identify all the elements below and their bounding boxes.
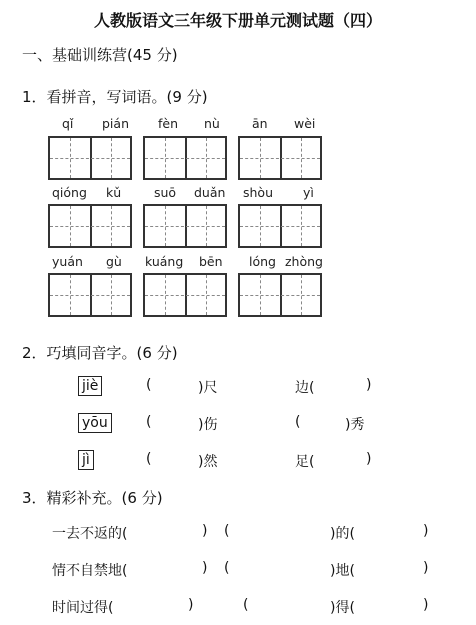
phrase-blank: 情不自禁地( — [52, 563, 128, 579]
pinyin-box: jiè — [78, 376, 102, 396]
pinyin-label: qióng — [52, 185, 87, 200]
character-grid[interactable] — [143, 204, 227, 248]
blank-close: )然 — [198, 454, 218, 470]
pinyin-label: qǐ — [62, 116, 74, 131]
character-grid[interactable] — [238, 136, 322, 180]
phrase-blank: 时间过得( — [52, 600, 114, 616]
character-grid[interactable] — [48, 273, 132, 317]
blank-close: ) — [423, 597, 429, 613]
phrase-blank: )地( — [330, 563, 355, 579]
pinyin-label: gù — [106, 254, 122, 269]
blank-close: ) — [188, 597, 194, 613]
pinyin-label: pián — [102, 116, 129, 131]
pinyin-label: kǔ — [106, 185, 122, 200]
blank-open: 足( — [295, 454, 315, 470]
blank-open: ( — [295, 414, 301, 430]
blank-open: ( — [146, 377, 152, 393]
pinyin-label: zhòng — [285, 254, 323, 269]
pinyin-label: ān — [252, 116, 268, 131]
phrase-blank: )的( — [330, 526, 355, 542]
pinyin-label: yuán — [52, 254, 83, 269]
pinyin-label: nù — [204, 116, 220, 131]
blank-close: )秀 — [345, 417, 365, 433]
blank-close: )尺 — [198, 380, 218, 396]
phrase-blank: )得( — [330, 600, 355, 616]
pinyin-label: fèn — [158, 116, 179, 131]
blank-close: ) — [366, 377, 372, 393]
blank-close: ) — [202, 560, 208, 576]
blank-close: ) — [423, 560, 429, 576]
question-3-label: 3．精彩补充。(6 分) — [22, 489, 163, 507]
blank-open: ( — [146, 414, 152, 430]
character-grid[interactable] — [48, 204, 132, 248]
blank-close: )伤 — [198, 417, 218, 433]
blank-open: ( — [146, 451, 152, 467]
blank-open: ( — [224, 560, 230, 576]
blank-close: ) — [423, 523, 429, 539]
character-grid[interactable] — [238, 204, 322, 248]
blank-close: ) — [202, 523, 208, 539]
character-grid[interactable] — [143, 273, 227, 317]
page-title: 人教版语文三年级下册单元测试题（四） — [93, 11, 382, 30]
character-grid[interactable] — [48, 136, 132, 180]
pinyin-box: yōu — [78, 413, 112, 433]
blank-open: ( — [243, 597, 249, 613]
pinyin-label: yì — [303, 185, 314, 200]
pinyin-label: duǎn — [194, 185, 226, 200]
pinyin-label: wèi — [294, 116, 316, 131]
blank-open: ( — [224, 523, 230, 539]
section-heading-basics: 一、基础训练营(45 分) — [22, 46, 178, 64]
phrase-blank: 一去不返的( — [52, 526, 128, 542]
blank-open: 边( — [295, 380, 315, 396]
pinyin-label: bēn — [199, 254, 223, 269]
question-2-label: 2．巧填同音字。(6 分) — [22, 344, 178, 362]
pinyin-label: shòu — [243, 185, 274, 200]
character-grid[interactable] — [238, 273, 322, 317]
blank-close: ) — [366, 451, 372, 467]
character-grid[interactable] — [143, 136, 227, 180]
pinyin-label: suō — [154, 185, 177, 200]
pinyin-label: kuáng — [145, 254, 184, 269]
question-1-label: 1．看拼音，写词语。(9 分) — [22, 88, 208, 106]
pinyin-label: lóng — [249, 254, 276, 269]
pinyin-box: jì — [78, 450, 94, 470]
